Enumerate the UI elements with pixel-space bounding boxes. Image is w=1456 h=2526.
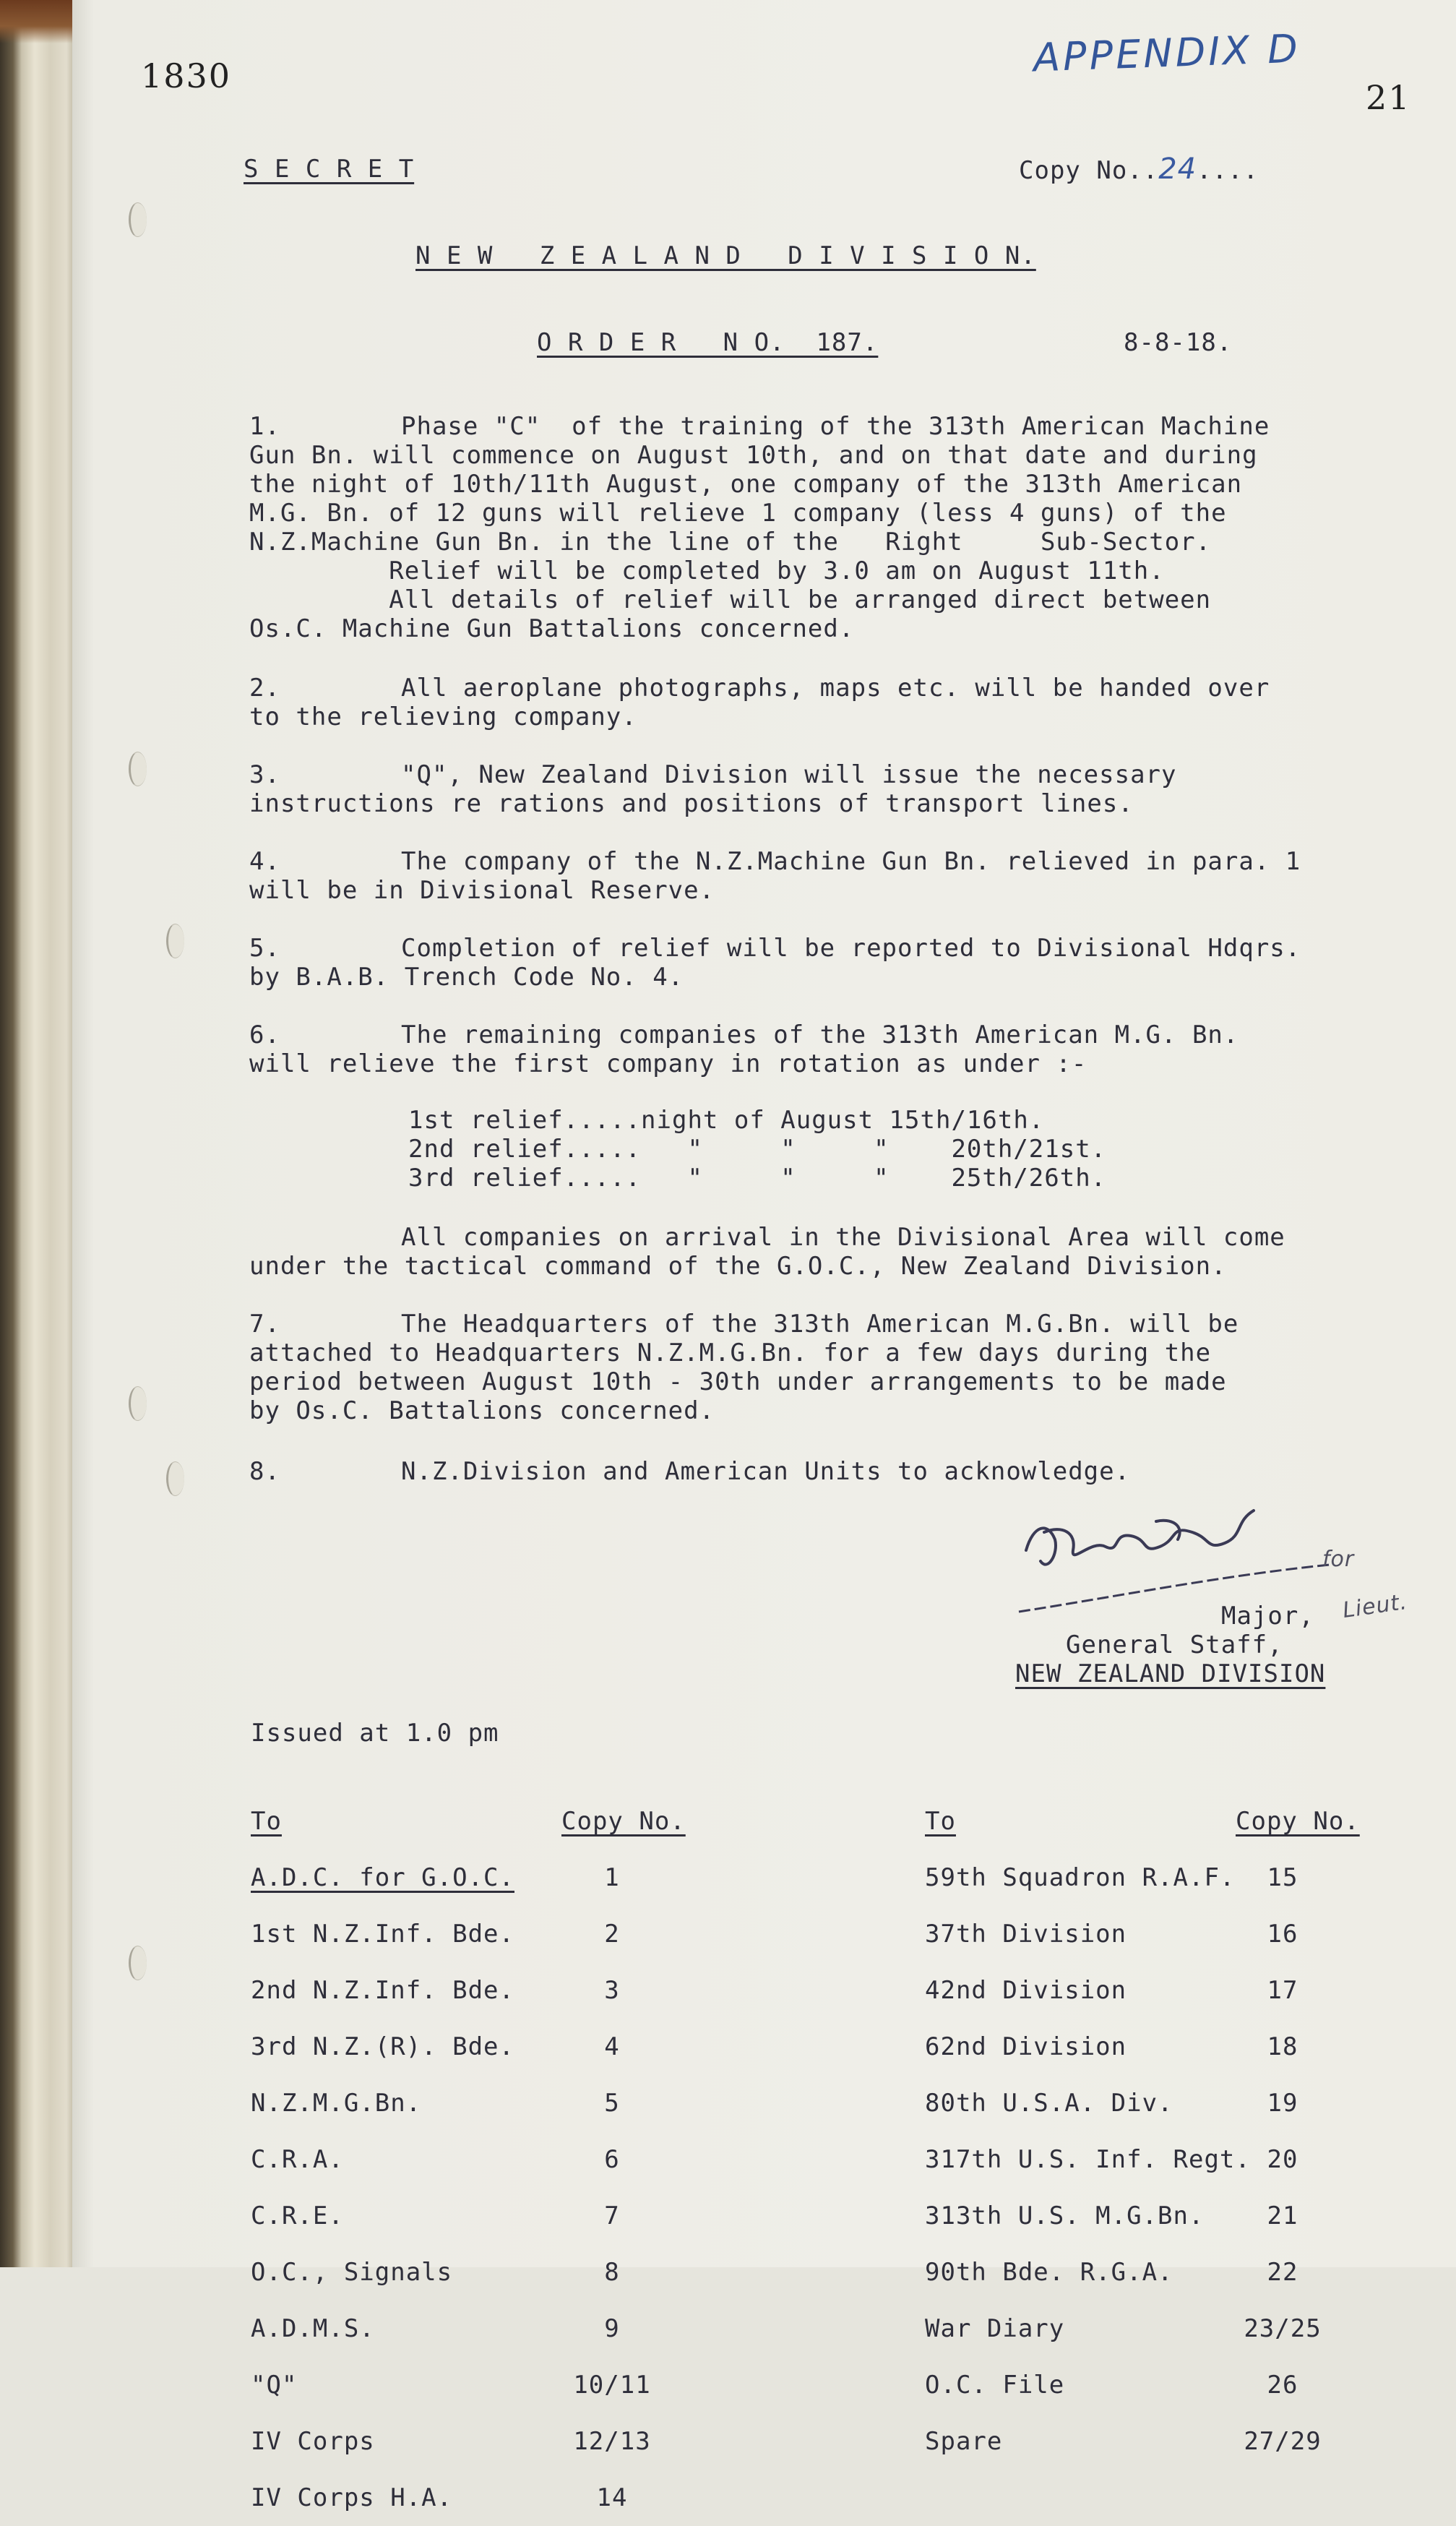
distribution-copy: 5 — [604, 2089, 620, 2118]
distribution-copy: 26 — [1267, 2371, 1298, 2400]
distribution-row — [251, 2314, 663, 2343]
relief-line: 2nd relief..... " " " 20th/21st. — [408, 1135, 1107, 1164]
distribution-recipient: 1st N.Z.Inf. Bde. — [251, 1920, 514, 1949]
distribution-recipient: IV Corps H.A. — [251, 2483, 453, 2512]
distribution-copy: 16 — [1267, 1920, 1298, 1949]
distribution-copy: 21 — [1267, 2201, 1298, 2230]
distribution-row — [925, 1863, 1330, 1892]
distribution-recipient: 313th U.S. M.G.Bn. — [925, 2201, 1205, 2230]
distribution-row — [925, 2089, 1330, 2118]
punch-hole — [129, 752, 147, 786]
distribution-list-right — [925, 1779, 1360, 2470]
para-number: 4. — [249, 847, 280, 876]
distribution-copy: 23/25 — [1244, 2314, 1322, 2343]
distribution-copy: 15 — [1267, 1863, 1298, 1892]
distribution-recipient: 3rd N.Z.(R). Bde. — [251, 2032, 514, 2061]
distribution-copy: 22 — [1267, 2258, 1298, 2287]
relief-schedule — [408, 1106, 1456, 1193]
distribution-list-left — [251, 1779, 686, 2526]
distribution-copy: 17 — [1267, 1976, 1298, 2005]
para-number: 2. — [249, 674, 280, 703]
para-number: 6. — [249, 1021, 280, 1049]
distribution-copy: 27/29 — [1244, 2427, 1322, 2456]
copy-number-trail: .... — [1197, 156, 1259, 185]
paragraph-line: the night of 10th/11th August, one company of the 313th American — [249, 470, 1243, 499]
punch-hole — [129, 1386, 147, 1421]
distribution-copy: 18 — [1267, 2032, 1298, 2061]
paragraph-8: N.Z.Division and American Units to acknowledge. — [401, 1457, 1131, 1486]
para-number: 7. — [249, 1310, 280, 1339]
distribution-row — [925, 1976, 1330, 2005]
distribution-copy: 1 — [604, 1863, 620, 1892]
distribution-row — [251, 2371, 663, 2400]
paragraph-line: All aeroplane photographs, maps etc. will be handed over — [401, 674, 1270, 703]
distribution-header — [925, 1807, 1360, 1836]
distribution-copy: 4 — [604, 2032, 620, 2061]
signature-unit: NEW ZEALAND DIVISION — [1015, 1659, 1326, 1688]
distribution-recipient: 59th Squadron R.A.F. — [925, 1863, 1236, 1892]
paragraph-line: to the relieving company. — [249, 703, 637, 731]
distribution-header — [251, 1807, 686, 1836]
distribution-row — [925, 2427, 1330, 2456]
distribution-copy: 7 — [604, 2201, 620, 2230]
paragraph-line: Relief will be completed by 3.0 am on August 11th. — [249, 557, 1165, 585]
paragraph-line: All details of relief will be arranged direct between — [249, 585, 1212, 614]
paragraph-line: N.Z.Machine Gun Bn. in the line of the Right Sub-Sector. — [249, 528, 1212, 557]
distribution-copy: 10/11 — [573, 2371, 651, 2400]
appendix-handwritten-note: APPENDIX D — [1033, 25, 1301, 81]
distribution-recipient: 317th U.S. Inf. Regt. — [925, 2145, 1251, 2174]
paragraph-line: under the tactical command of the G.O.C., New Zealand Division. — [249, 1252, 1227, 1281]
distribution-copy: 2 — [604, 1920, 620, 1949]
distribution-row — [251, 2089, 663, 2118]
paragraph-line: Completion of relief will be reported to Divisional Hdqrs. — [401, 934, 1301, 963]
folio-number-left: 1830 — [141, 56, 232, 95]
distribution-recipient: 90th Bde. R.G.A. — [925, 2258, 1173, 2287]
binding-tape — [0, 0, 72, 43]
distribution-copy: 12/13 — [573, 2427, 651, 2456]
para-number: 1. — [249, 412, 280, 441]
paragraph-line: will relieve the first company in rotation as under :- — [249, 1049, 1087, 1078]
paragraph-line: Gun Bn. will commence on August 10th, and on that date and during — [249, 441, 1258, 470]
distribution-recipient: War Diary — [925, 2314, 1065, 2343]
distribution-recipient: Spare — [925, 2427, 1003, 2456]
distribution-row — [251, 2145, 663, 2174]
distribution-row — [925, 2371, 1330, 2400]
relief-line: 3rd relief..... " " " 25th/26th. — [408, 1164, 1107, 1193]
distribution-recipient: C.R.E. — [251, 2201, 344, 2230]
distribution-recipient: A.D.M.S. — [251, 2314, 375, 2343]
copy-number-label: Copy No.. — [1019, 156, 1159, 185]
distribution-row — [251, 1976, 663, 2005]
paragraph-6 — [249, 1021, 1456, 1078]
copy-no-header: Copy No. — [1236, 1807, 1360, 1836]
paragraph-line: All companies on arrival in the Divisional Area will come — [401, 1223, 1285, 1252]
distribution-row — [251, 2201, 663, 2230]
copy-number-value: 24 — [1158, 152, 1197, 186]
paragraph-line: The Headquarters of the 313th American M.G.Bn. will be — [401, 1310, 1239, 1339]
paragraph-line: Os.C. Machine Gun Battalions concerned. — [249, 614, 855, 643]
paragraph-7 — [249, 1310, 1456, 1425]
paragraph-5 — [249, 934, 1456, 992]
paragraph-line: period between August 10th - 30th under arrangements to be made — [249, 1367, 1227, 1396]
distribution-recipient: 2nd N.Z.Inf. Bde. — [251, 1976, 514, 2005]
distribution-recipient: O.C. File — [925, 2371, 1065, 2400]
to-header: To — [925, 1807, 956, 1836]
paragraph-line: Phase "C" of the training of the 313th American Machine — [401, 412, 1270, 441]
paragraph-line: will be in Divisional Reserve. — [249, 876, 715, 905]
distribution-row — [251, 1920, 663, 1949]
distribution-copy: 3 — [604, 1976, 620, 2005]
distribution-row — [925, 1920, 1330, 1949]
distribution-row — [251, 2427, 663, 2456]
binding-spine — [0, 0, 79, 2267]
distribution-recipient: C.R.A. — [251, 2145, 344, 2174]
distribution-row — [925, 2258, 1330, 2287]
signature-rank: Major, — [1221, 1602, 1314, 1631]
paragraph-line: instructions re rations and positions of transport lines. — [249, 789, 1134, 818]
distribution-row — [925, 2201, 1330, 2230]
distribution-recipient: 62nd Division — [925, 2032, 1127, 2061]
order-date: 8-8-18. — [1124, 328, 1233, 357]
distribution-copy: 8 — [604, 2258, 620, 2287]
distribution-recipient: N.Z.M.G.Bn. — [251, 2089, 422, 2118]
classification-heading: S E C R E T — [244, 155, 415, 184]
distribution-copy: 19 — [1267, 2089, 1298, 2118]
distribution-recipient: "Q" — [251, 2371, 298, 2400]
punch-hole — [166, 1461, 184, 1496]
distribution-recipient: 42nd Division — [925, 1976, 1127, 2005]
paragraph-line: "Q", New Zealand Division will issue the necessary — [401, 760, 1177, 789]
paragraph-line: The remaining companies of the 313th American M.G. Bn. — [401, 1021, 1239, 1049]
paragraph-2 — [249, 674, 1456, 731]
paragraph-line: M.G. Bn. of 12 guns will relieve 1 company (less 4 guns) of the — [249, 499, 1227, 528]
signature-role: General Staff, — [1066, 1631, 1283, 1659]
distribution-row — [925, 2314, 1330, 2343]
punch-hole — [166, 924, 184, 958]
paragraph-3 — [249, 760, 1456, 818]
copy-number-line — [1019, 152, 1259, 186]
distribution-copy: 9 — [604, 2314, 620, 2343]
para-number: 3. — [249, 760, 280, 789]
order-heading: O R D E R N O. 187. — [537, 328, 879, 357]
distribution-copy: 14 — [596, 2483, 628, 2512]
para-number: 8. — [249, 1457, 280, 1486]
punch-hole — [129, 202, 147, 237]
folio-number-right: 21 — [1366, 78, 1411, 117]
copy-no-header: Copy No. — [561, 1807, 686, 1836]
distribution-row — [251, 1863, 663, 1892]
distribution-recipient: 80th U.S.A. Div. — [925, 2089, 1173, 2118]
distribution-copy: 6 — [604, 2145, 620, 2174]
paragraph-1 — [249, 412, 1456, 643]
distribution-recipient: O.C., Signals — [251, 2258, 453, 2287]
para-number: 5. — [249, 934, 280, 963]
signature-for-note: for — [1322, 1547, 1355, 1572]
paragraph-line: attached to Headquarters N.Z.M.G.Bn. for a few days during the — [249, 1339, 1212, 1367]
distribution-row — [925, 2145, 1330, 2174]
paragraph-4 — [249, 847, 1456, 905]
signature-lieut-note: Lieut. — [1341, 1589, 1409, 1624]
paragraph-line: by B.A.B. Trench Code No. 4. — [249, 963, 684, 992]
distribution-recipient: IV Corps — [251, 2427, 375, 2456]
to-header: To — [251, 1807, 282, 1836]
relief-line: 1st relief.....night of August 15th/16th. — [408, 1106, 1045, 1135]
punch-hole — [129, 1946, 147, 1980]
distribution-recipient: A.D.C. for G.O.C. — [251, 1863, 514, 1892]
paragraph-line: by Os.C. Battalions concerned. — [249, 1396, 715, 1425]
distribution-row — [251, 2483, 663, 2512]
distribution-row — [925, 2032, 1330, 2061]
distribution-row — [251, 2032, 663, 2061]
paragraph-line: The company of the N.Z.Machine Gun Bn. relieved in para. 1 — [401, 847, 1301, 876]
distribution-copy: 20 — [1267, 2145, 1298, 2174]
paragraph-6-tail — [249, 1223, 1456, 1281]
division-heading: N E W Z E A L A N D D I V I S I O N. — [415, 241, 1036, 270]
distribution-recipient: 37th Division — [925, 1920, 1127, 1949]
issued-time: Issued at 1.0 pm — [251, 1719, 499, 1748]
distribution-row — [251, 2258, 663, 2287]
